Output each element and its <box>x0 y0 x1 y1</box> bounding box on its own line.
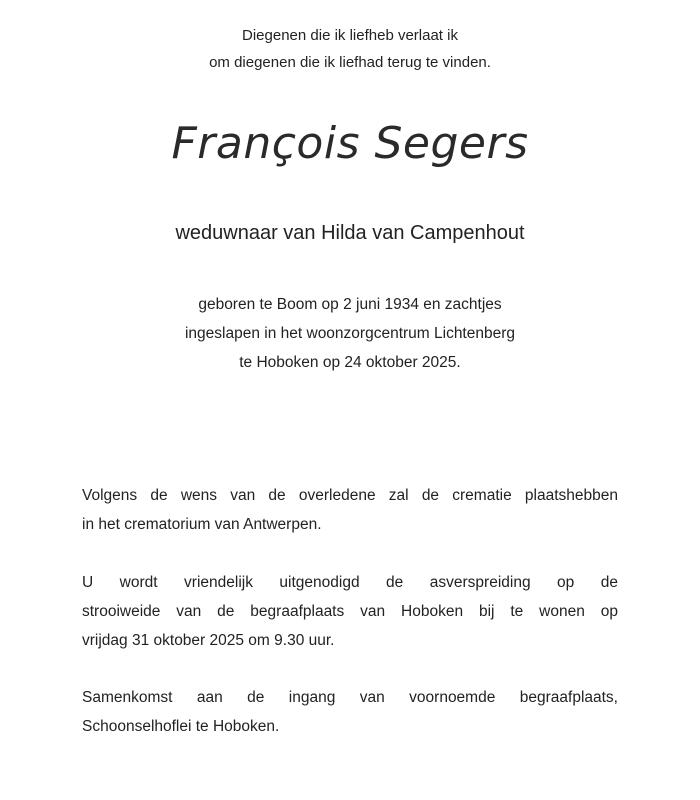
birth-death-details <box>0 290 700 377</box>
birth-line-1: geboren te Boom op 2 juni 1934 en zachtjes <box>198 296 502 313</box>
gathering-line-1: Samenkomst aan de ingang van voornoemde begraafplaats, <box>82 689 618 706</box>
cremation-line-2: in het crematorium van Antwerpen. <box>82 516 322 533</box>
birth-line-3: te Hoboken op 24 oktober 2025. <box>239 354 461 371</box>
invitation-line-3: vrijdag 31 oktober 2025 om 9.30 uur. <box>82 632 335 649</box>
invitation-line-2: strooiweide van de begraafplaats van Hoboken bij te wonen op <box>82 603 618 620</box>
invitation-line-1: U wordt vriendelijk uitgenodigd de asverspreiding op de <box>82 574 618 591</box>
cremation-paragraph <box>82 481 618 539</box>
birth-line-2: ingeslapen in het woonzorgcentrum Lichtenberg <box>184 325 516 342</box>
invitation-paragraph <box>82 568 618 655</box>
quote-line-1: Diegenen die ik liefheb verlaat ik <box>242 27 458 44</box>
gathering-line-2: Schoonselhoflei te Hoboken. <box>82 718 280 735</box>
widower-line: weduwnaar van Hilda van Campenhout <box>175 222 525 244</box>
memorial-quote <box>0 22 700 76</box>
deceased-name: François Segers <box>171 118 529 169</box>
cremation-line-1: Volgens de wens van de overledene zal de crematie plaatshebben <box>82 487 618 504</box>
gathering-paragraph <box>82 683 618 741</box>
quote-line-2: om diegenen die ik liefhad terug te vinden. <box>209 54 491 71</box>
